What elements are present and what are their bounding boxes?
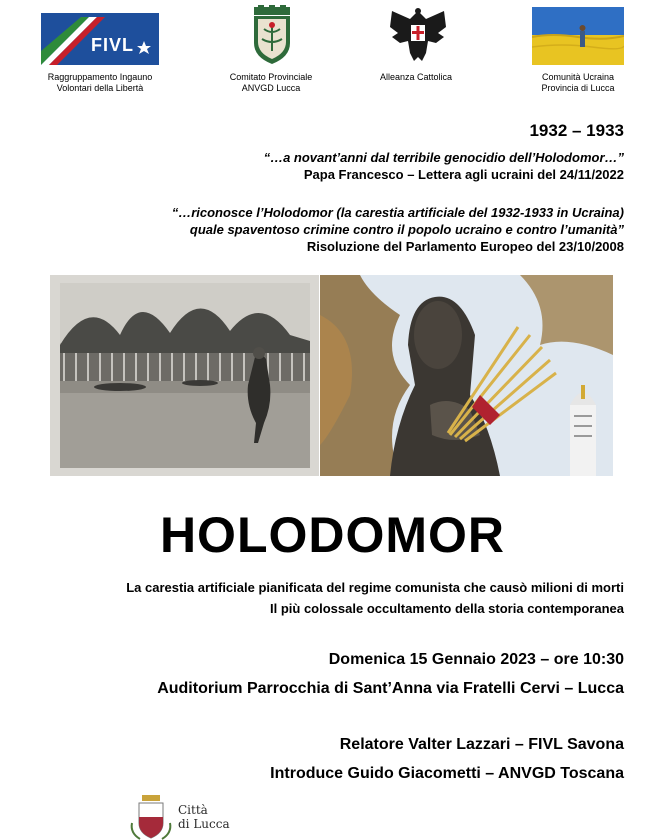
eagle-icon [386,5,450,65]
subtitle-famine: La carestia artificiale pianificata del regime comunista che causò milioni di morti [126,580,624,595]
lucca-crest-icon [128,793,174,840]
fivl-caption: Raggruppamento Ingauno Volontari della Libertà [47,72,153,93]
quote-parliament-source: Risoluzione del Parlamento Europeo del 23/10/2008 [306,239,624,254]
event-place: Auditorium Parrocchia di Sant’Anna via Fratelli Cervi – Lucca [157,680,624,697]
speaker-introduce: Introduce Guido Giacometti – ANVGD Toscana [270,765,624,782]
quote-parliament-line1: “…riconosce l’Holodomor (la carestia artificiale del 1932-1933 in Ucraina) [171,205,624,220]
fivl-logo [41,13,159,65]
quote-pope: “…a novant’anni dal terribile genocidio dell’Holodomor…” [263,150,624,165]
years-heading: 1932 – 1933 [529,121,624,140]
anvgd-crest-icon [250,5,294,65]
subtitle-coverup: Il più colossale occultamento della storia contemporanea [270,601,624,616]
event-date: Domenica 15 Gennaio 2023 – ore 10:30 [328,651,624,668]
anvgd-caption: Comitato Provinciale ANVGD Lucca [229,72,313,93]
alleanza-caption: Alleanza Cattolica [379,72,453,82]
fivl-mark: FIVL [91,35,134,55]
main-title: HOLODOMOR [159,507,506,563]
speaker-relatore: Relatore Valter Lazzari – FIVL Savona [339,736,624,753]
quote-parliament-line2: quale spaventoso crimine contro il popolo ucraino e contro l’umanità” [189,222,624,237]
statue-photo [320,275,613,476]
historical-photo [50,275,319,476]
ucraina-caption: Comunità Ucraina Provincia di Lucca [541,72,615,93]
citta-di-lucca-logo [128,793,248,840]
citta-label: Città di Lucca [178,803,230,831]
quote-pope-source: Papa Francesco – Lettera agli ucraini del 24/11/2022 [303,167,624,182]
ukraine-field-logo [532,7,624,65]
